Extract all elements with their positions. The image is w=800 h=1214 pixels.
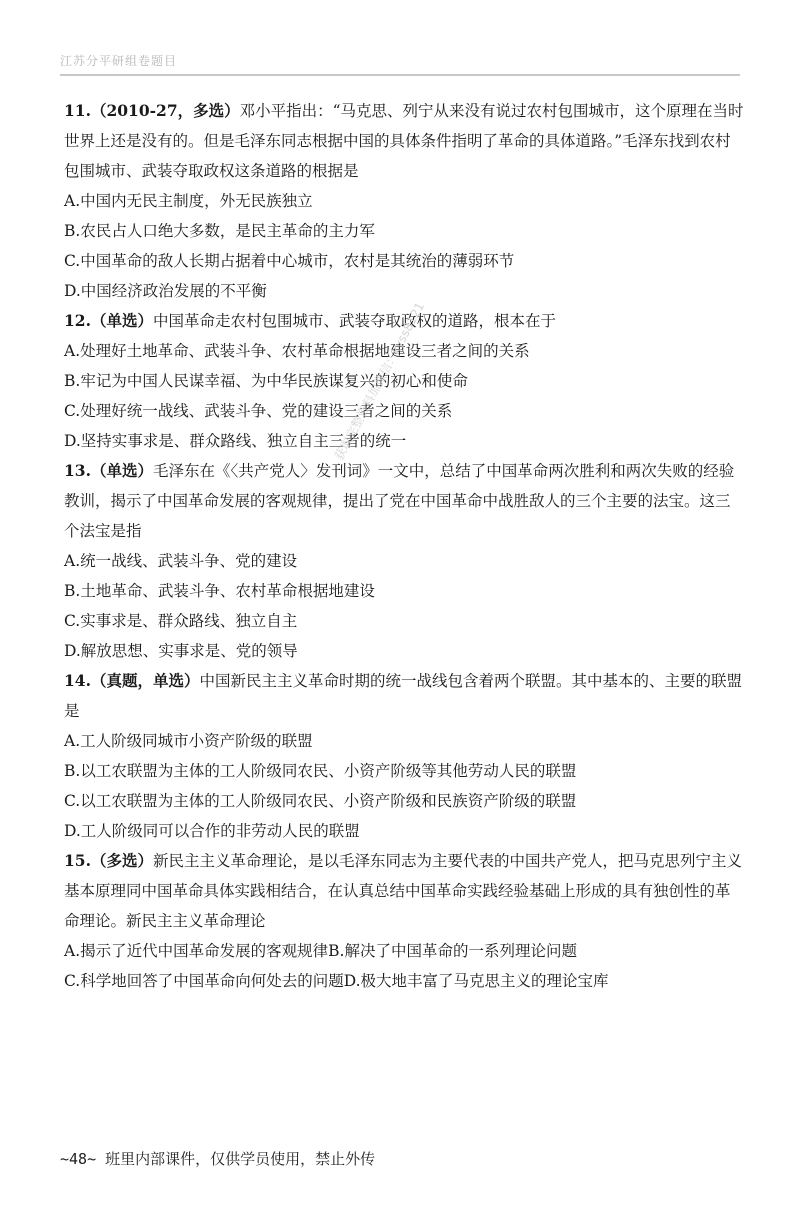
question-text: 中国革命走农村包围城市、武装夺取政权的道路，根本在于 [152,312,556,330]
question-number: 11. [64,101,91,120]
question-text: 毛泽东在《〈共产党人〉发刊词》一文中，总结了中国革命两次胜利和两次失败的经验教训，揭示了中国革命发展的客观规律，提出了党在中国革命中战胜敌人的三个主要的法宝。这三个法宝是指 [64,462,735,540]
option-row [64,966,744,996]
option-row [64,936,744,966]
option-c: C.处理好统一战线、武装斗争、党的建设三者之间的关系 [64,402,453,420]
option-b: B.土地革命、武装斗争、农村革命根据地建设 [64,582,375,600]
option-c: C.中国革命的敌人长期占据着中心城市，农村是其统治的薄弱环节 [64,252,515,270]
question-list [64,96,744,996]
question-number: 14. [64,671,91,690]
option-d: D.极大地丰富了马克思主义的理论宝库 [343,972,609,990]
option-b: B.农民占人口绝大多数，是民主革命的主力军 [64,222,375,240]
question-14 [64,666,744,846]
question-stem [64,666,744,726]
question-15 [64,846,744,996]
header-divider [60,74,740,76]
option-c: C.科学地回答了中国革命向何处去的问题 [64,972,344,990]
option-a: A.工人阶级同城市小资产阶级的联盟 [64,732,313,750]
option-c: C.以工农联盟为主体的工人阶级同农民、小资产阶级和民族资产阶级的联盟 [64,792,577,810]
question-tag: （多选） [90,851,153,870]
page-footer: ~48~ 班里内部课件，仅供学员使用，禁止外传 [60,1150,376,1168]
question-number: 13. [64,461,91,480]
option-d: D.坚持实事求是、群众路线、独立自主三者的统一 [64,432,407,450]
question-tag: （单选） [90,311,153,330]
option-b: B.以工农联盟为主体的工人阶级同农民、小资产阶级等其他劳动人民的联盟 [64,762,577,780]
option-a: A.统一战线、武装斗争、党的建设 [64,552,298,570]
watermark: 获取完整资料加微信：kyss8121 [331,299,428,463]
option-a: A.中国内无民主制度，外无民族独立 [64,192,313,210]
option-a: A.揭示了近代中国革命发展的客观规律 [64,942,329,960]
question-tag: （真题，单选） [90,671,200,690]
option-b: B.牢记为中国人民谋幸福、为中华民族谋复兴的初心和使命 [64,372,468,390]
option-d: D.解放思想、实事求是、党的领导 [64,642,298,660]
question-text: 邓小平指出：“马克思、列宁从来没有说过农村包围城市，这个原理在当时世界上还是没有的。但是毛泽东同志根据中国的具体条件指明了革命的具体道路。”毛泽东找到农村包围城市、武装夺取政权这条道路的根据是 [64,102,744,180]
question-number: 12. [64,311,91,330]
question-11 [64,96,744,306]
question-text: 中国新民主主义革命时期的统一战线包含着两个联盟。其中基本的、主要的联盟是 [64,672,742,720]
option-d: D.中国经济政治发展的不平衡 [64,282,267,300]
page-header: 江苏分平研组卷题目 [60,54,178,68]
question-tag: （2010-27，多选） [90,101,240,120]
question-text: 新民主主义革命理论，是以毛泽东同志为主要代表的中国共产党人，把马克思列宁主义基本原理同中国革命具体实践相结合，在认真总结中国革命实践经验基础上形成的具有独创性的革命理论。新民主主义革命理论 [64,852,742,930]
question-stem [64,96,744,186]
option-d: D.工人阶级同可以合作的非劳动人民的联盟 [64,822,360,840]
question-tag: （单选） [90,461,153,480]
question-13 [64,456,744,666]
question-number: 15. [64,851,91,870]
option-a: A.处理好土地革命、武装斗争、农村革命根据地建设三者之间的关系 [64,342,530,360]
question-stem [64,456,744,546]
option-b: B.解决了中国革命的一系列理论问题 [328,942,577,960]
option-c: C.实事求是、群众路线、独立自主 [64,612,298,630]
question-stem [64,846,744,936]
